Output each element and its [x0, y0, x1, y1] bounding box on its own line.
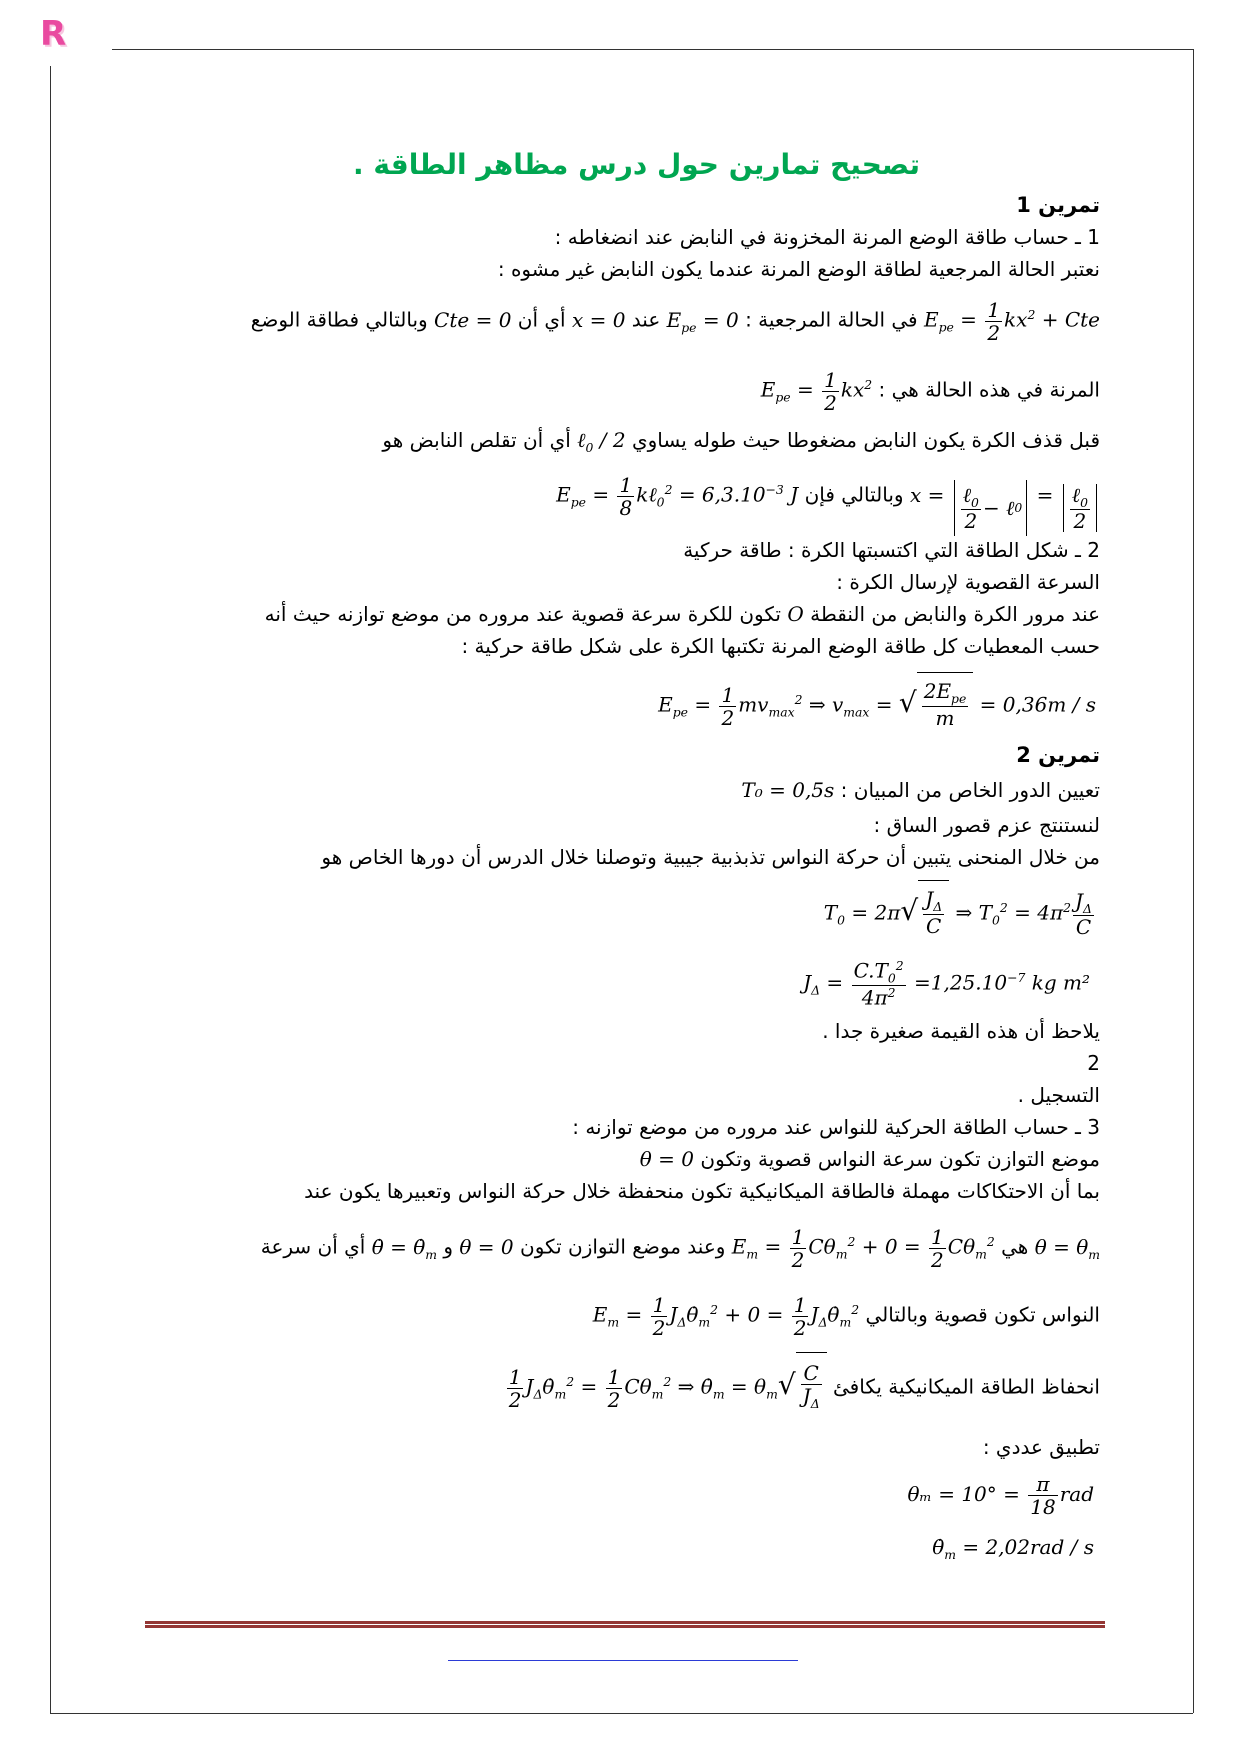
ex2-formula-thetadot-value: $\thetȧ_m = 2,02rad / s$	[932, 1535, 1094, 1562]
ex2-inertia-label: لنستنتج عزم قصور الساق :	[873, 813, 1100, 837]
frame-top-border	[112, 49, 1193, 50]
formula-epe-general: $E_{pe}$ = $\frac{1}{2}$ $kx^2$ + Cte	[923, 297, 1100, 345]
formula-cte-zero: Cte = 0	[434, 307, 512, 332]
ex2-formula-line-ej: النواس تكون قصوية وبالتالي $E_m$ = $\frac{1}{2}$ $J_\Delta\thetȧ_m^2 + 0$ = $\frac{1}{2}$ $J_\Delta\thetȧ_m^2$	[593, 1282, 1100, 1351]
formula-epe-half-kx2: $E_{pe}$ = $\frac{1}{2}$ $kx^2$	[760, 367, 873, 415]
ex1-reference-state: نعتبر الحالة المرجعية لطاقة الوضع المرنة عندما يكون النابض غير مشوه :	[497, 257, 1100, 281]
footer-link-underline[interactable]	[448, 1660, 798, 1661]
formula-x-abs: x = $\frac{\ell_0}{2}$ − ℓ 0 = $\frac{\ell_0}{2}$	[910, 467, 1100, 536]
ex2-numeric: تطبيق عددي :	[982, 1435, 1100, 1459]
ex2-formula-theta-m: θₘ = 10° = $\frac{\pi}{18}$ rad	[907, 1472, 1094, 1519]
text-in-ref: في الحالة المرجعية :	[745, 307, 918, 332]
point-o: O	[787, 602, 804, 626]
ex2-small-value: يلاحظ أن هذه القيمة صغيرة جدا .	[822, 1019, 1100, 1043]
text-elastic-in-case: المرنة في هذه الحالة هي :	[878, 377, 1100, 402]
frame-right-border	[1193, 49, 1194, 1713]
formula-l0-over-2: ℓ$_0$ / 2	[577, 428, 626, 455]
page-title: تصحيح تمارين حول درس مظاهر الطاقة .	[353, 148, 920, 181]
ex2-period: تعيين الدور الخاص من المبيان : T₀ = 0,5s	[741, 775, 1100, 805]
formula-em-c: $E_m$ = $\frac{1}{2}$ $C\theta_m^2 + 0$ = $\frac{1}{2}$ $C\theta_m^2$	[731, 1224, 995, 1272]
text-so-energy: وبالتالي فطاقة الوضع	[250, 307, 428, 332]
ex1-formula-line-1	[251, 290, 1100, 353]
ex2-number-2: 2	[1087, 1051, 1100, 1075]
ex1-formula-line-2	[761, 360, 1100, 423]
exercise-1-heading: تمرين 1	[1016, 193, 1100, 217]
ex1-question-1: 1 ـ حساب طاقة الوضع المرنة المخزونة في النابض عند انضغاطه :	[554, 225, 1100, 249]
frame-bottom-border	[50, 1713, 1193, 1714]
formula-t0-value: T₀ = 0,5s	[741, 778, 835, 802]
exercise-2-heading: تمرين 2	[1016, 743, 1100, 767]
formula-theta-thetam: $\theta = \theta_m$	[1034, 1234, 1100, 1262]
ex2-formula-period: $T_0 = 2\pi$ √ $\frac{J_\Delta}{C}$ ⇒ $T_0^2 = 4\pi^2$ $\frac{J_\Delta}{C}$	[824, 878, 1096, 951]
ex1-pass-point: عند مرور الكرة والنابض من النقطة O تكون للكرة سرعة قصوية عند مروره من موضع توازنه حيث أنه	[265, 599, 1100, 629]
ex2-formula-line-em: $\theta = \theta_m$ هي $E_m$ = $\frac{1}{2}$ $C\theta_m^2 + 0$ = $\frac{1}{2}$ $C\theta_m^2$ وعند موضع التوازن تكون θ = 0 و θ̇ = $\thetȧ_m$ أي أن سرعة	[261, 1214, 1100, 1283]
logo: R	[40, 14, 67, 54]
formula-epe-value: $E_{pe}$ = $\frac{1}{8}$ kℓ$_0^2$ = $6,3.10^{-3}$ J	[556, 472, 799, 520]
ex1-given: حسب المعطيات كل طاقة الوضع المرنة تكتبها الكرة على شكل طاقة حركية :	[461, 634, 1100, 658]
formula-em-j: $E_m$ = $\frac{1}{2}$ $J_\Delta\thetȧ_m^2 + 0$ = $\frac{1}{2}$ $J_\Delta\thetȧ_m^2$	[592, 1292, 860, 1340]
formula-thetadot-m: θ̇ = $\thetȧ_m$	[371, 1234, 438, 1262]
ex1-before-launch: قبل قذف الكرة يكون النابض مضغوطا حيث طوله يساوي ℓ$_0$ / 2 أي أن تقلص النابض هو	[382, 425, 1100, 463]
ex1-max-speed: السرعة القصوية لإرسال الكرة :	[836, 570, 1100, 594]
ex2-formula-conservation: انحفاظ الطاقة الميكانيكية يكافئ $\frac{1}{2}$ $J_\Delta\thetȧ_m^2$ = $\frac{1}{2}$ $C\theta_m^2$ ⇒ $\thetȧ_m = \theta_m$ √ $\frac{C}{J_\Delta}$	[505, 1350, 1100, 1427]
text-at: عند	[631, 307, 661, 332]
ex2-curve-text: من خلال المنحنى يتبين أن حركة النواس تذبذبية جيبية وتوصلنا خلال الدرس أن دورها الخاص هو	[321, 845, 1100, 869]
ex1-question-2: 2 ـ شكل الطاقة التي اكتسبتها الكرة : طاقة حركية	[683, 538, 1100, 562]
ex2-record: التسجيل .	[1017, 1083, 1100, 1107]
frame-left-border	[50, 66, 51, 1713]
ex2-formula-inertia: $J_\Delta$ = $\frac{C.T_0^2}{4\pi^2}$ $=1,25.10^{-7}$ kg m²	[803, 958, 1090, 1011]
ex2-eq-position: موضع التوازن تكون سرعة النواس قصوية وتكون θ = 0	[640, 1144, 1100, 1174]
ex1-formula-line-3	[556, 462, 1100, 536]
formula-epe-zero: $E_{pe} = 0$	[666, 307, 739, 335]
ex2-friction: بما أن الاحتكاكات مهملة فالطاقة الميكانيكية تكون منحفظة خلال حركة النواس وتعبيرها يكون عند	[304, 1179, 1100, 1203]
text-so-then: وبالتالي فإن	[804, 482, 904, 507]
formula-x-zero: x = 0	[571, 307, 626, 332]
text-that: أي أن	[517, 307, 566, 332]
footer-divider	[145, 1621, 1105, 1624]
formula-theta-zero: θ = 0	[639, 1147, 695, 1171]
ex1-formula-vmax: $E_{pe}$ = $\frac{1}{2}$ $mv_{max}^2$ ⇒ $v_{max}$ = √ $\frac{2E_{pe}}{m}$ = 0,36m / s	[658, 670, 1096, 743]
ex2-question-3: 3 ـ حساب الطاقة الحركية للنواس عند مروره من موضع توازنه :	[572, 1115, 1100, 1139]
